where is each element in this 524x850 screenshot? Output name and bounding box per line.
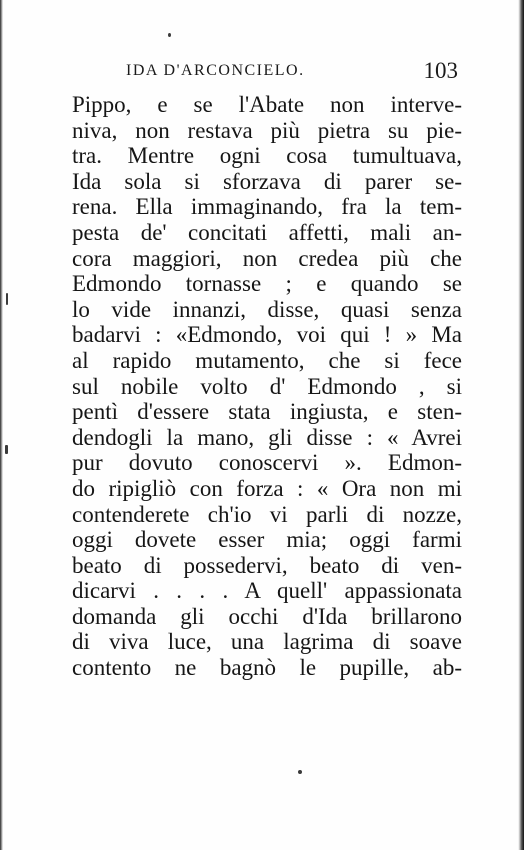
text-line: contento ne bagnò le pupille, ab- <box>72 655 462 681</box>
text-line: dicarvi . . . . A quell' appassionata <box>72 578 462 604</box>
body-text <box>72 92 462 681</box>
running-head-title: IDA D'ARCONCIELO. <box>126 62 305 79</box>
text-line: badarvi : «Edmondo, voi qui ! » Ma <box>72 322 462 348</box>
text-line: Ida sola si sforzava di parer se- <box>72 168 462 194</box>
page-left-edge <box>0 0 3 850</box>
text-line: tra. Mentre ogni cosa tumultuava, <box>72 143 462 169</box>
text-line: sul nobile volto d' Edmondo , si <box>72 373 462 399</box>
text-line: Edmondo tornasse ; e quando se <box>72 271 462 297</box>
text-line: pentì d'essere stata ingiusta, e sten- <box>72 399 462 425</box>
text-line: pur dovuto conoscervi ». Edmon- <box>72 450 462 476</box>
text-line: rena. Ella immaginando, fra la tem- <box>72 194 462 220</box>
text-line: niva, non restava più pietra su pie- <box>72 117 462 143</box>
text-line: oggi dovete esser mia; oggi farmi <box>72 527 462 553</box>
text-line: al rapido mutamento, che si fece <box>72 347 462 373</box>
text-line: domanda gli occhi d'Ida brillarono <box>72 603 462 629</box>
page-number: 103 <box>423 58 458 83</box>
text-line: cora maggiori, non credea più che <box>72 245 462 271</box>
print-speck <box>298 770 302 774</box>
print-speck <box>5 445 8 454</box>
text-line: pesta de' concitati affetti, mali an- <box>72 219 462 245</box>
text-line: di viva luce, una lagrima di soave <box>72 629 462 655</box>
text-line: dendogli la mano, gli disse : « Avrei <box>72 424 462 450</box>
text-line: do ripigliò con forza : « Ora non mi <box>72 475 462 501</box>
print-speck <box>6 293 8 305</box>
text-line: lo vide innanzi, disse, quasi senza <box>72 296 462 322</box>
print-speck <box>168 33 171 37</box>
text-line: Pippo, e se l'Abate non interve- <box>72 92 462 117</box>
page-right-edge <box>518 0 524 850</box>
text-line: contenderete ch'io vi parli di nozze, <box>72 501 462 527</box>
text-line: beato di possedervi, beato di ven- <box>72 552 462 578</box>
running-head <box>74 60 458 88</box>
